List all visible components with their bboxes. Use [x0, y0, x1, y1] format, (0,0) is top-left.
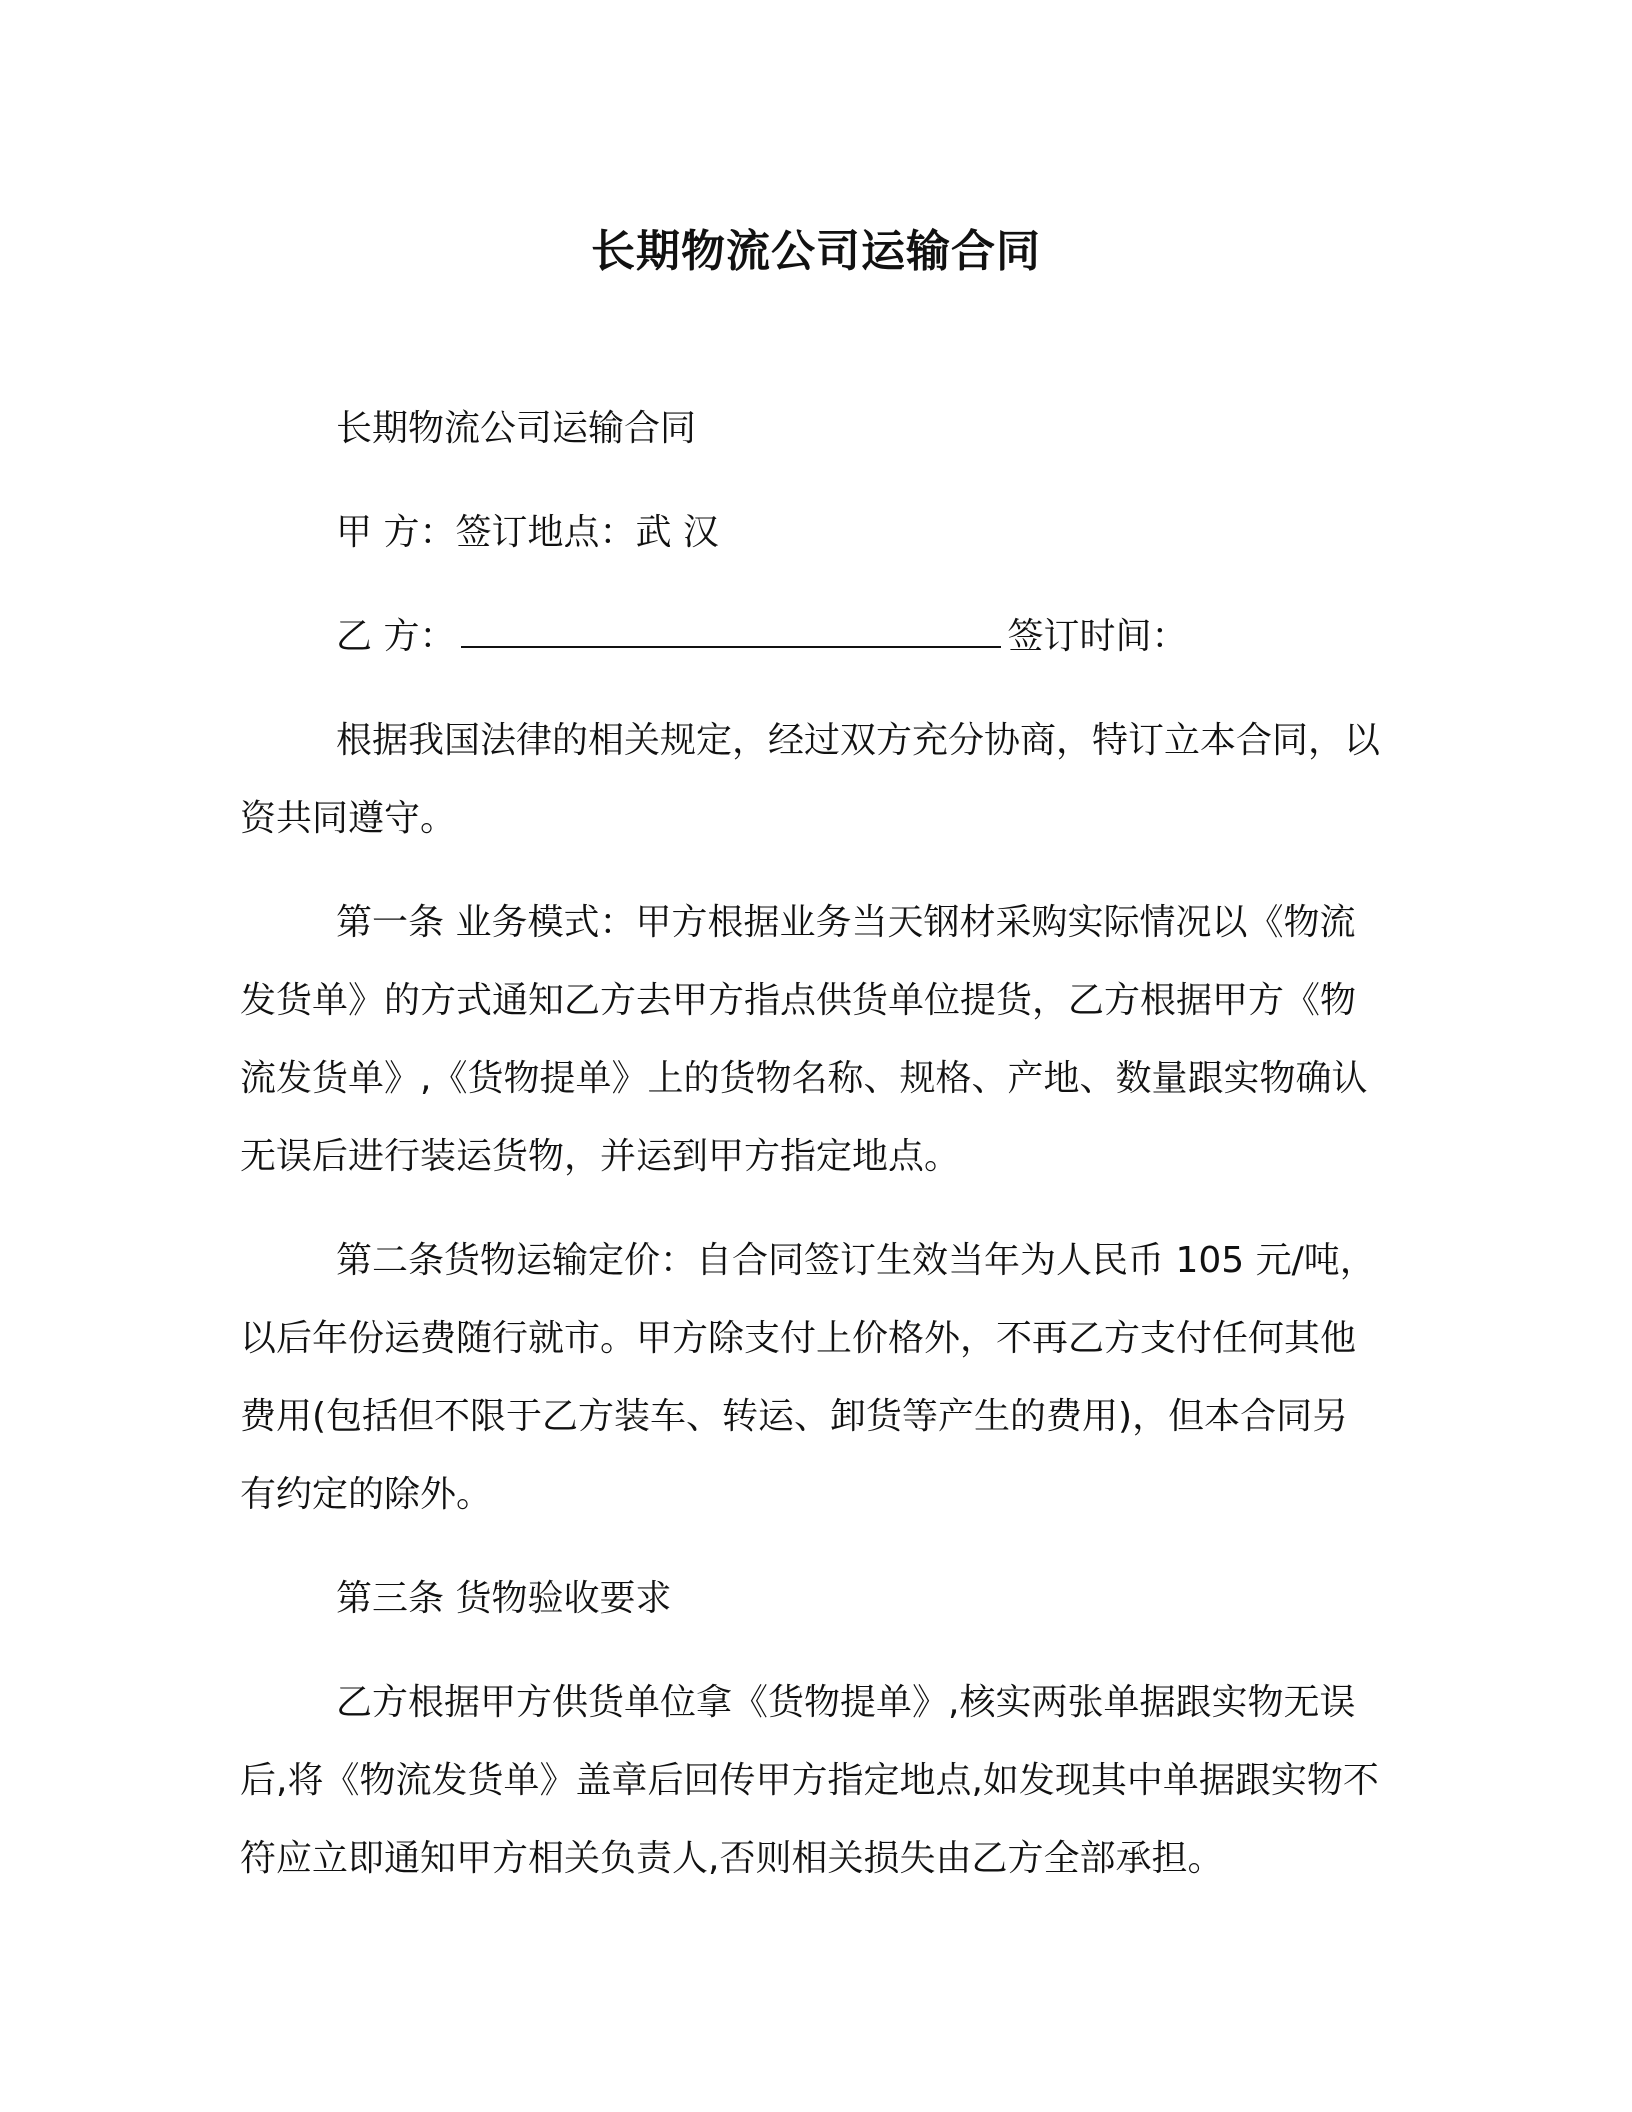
- party-b-label: 乙 方：: [336, 616, 456, 657]
- article-3-body: 乙方根据甲方供货单位拿《货物提单》,核实两张单据跟实物无误后,将《物流发货单》盖章后回传甲方指定地点,如发现其中单据跟实物不符应立即通知甲方相关负责人,否则相关损失由乙方全部承担。: [240, 1682, 1379, 1879]
- intro-paragraph: 根据我国法律的相关规定，经过双方充分协商，特订立本合同，以资共同遵守。: [240, 720, 1381, 839]
- article-3-title: 第三条 货物验收要求: [336, 1578, 672, 1619]
- page-title: 长期物流公司运输合同: [591, 226, 1041, 277]
- party-b-blank: [461, 616, 1001, 648]
- party-b-line: [240, 598, 1380, 676]
- sign-time-label: 签订时间：: [1007, 616, 1188, 657]
- document-body: [240, 390, 1380, 1924]
- party-a-line: 甲 方：签订地点：武 汉: [336, 512, 719, 553]
- article-1: 第一条 业务模式：甲方根据业务当天钢材采购实际情况以《物流发货单》的方式通知乙方去甲方指点供货单位提货，乙方根据甲方《物流发货单》,《货物提单》上的货物名称、规格、产地、数量跟实物确认无误后进行装运货物，并运到甲方指定地点。: [240, 902, 1368, 1177]
- contract-subtitle: 长期物流公司运输合同: [336, 408, 697, 449]
- article-2: 第二条货物运输定价：自合同签订生效当年为人民币 105 元/吨，以后年份运费随行就市。甲方除支付上价格外，不再乙方支付任何其他费用(包括但不限于乙方装车、转运、卸货等产生的费用)，但本合同另有约定的除外。: [240, 1240, 1376, 1515]
